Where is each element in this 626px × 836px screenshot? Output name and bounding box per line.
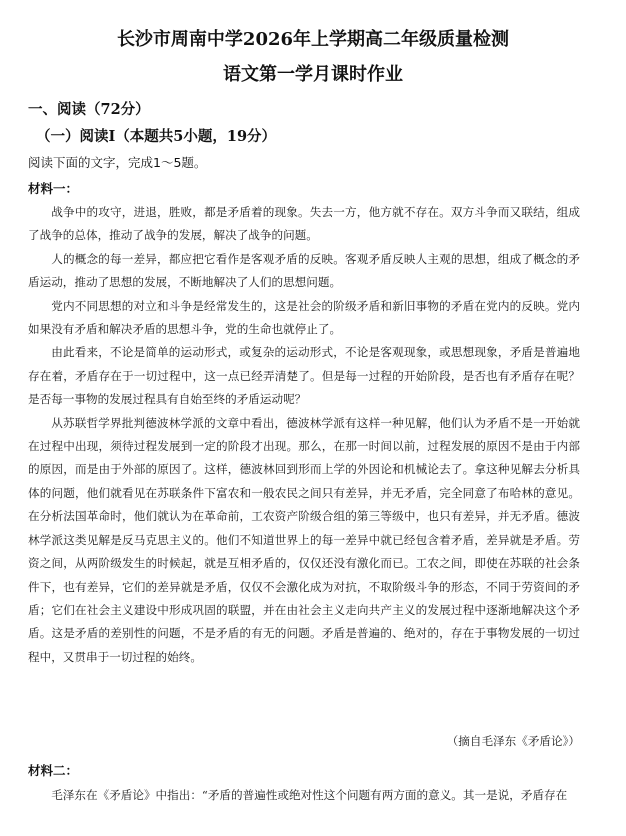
paragraph: 党内不同思想的对立和斗争是经常发生的，这是社会的阶级矛盾和新旧事物的矛盾在党内的反映。党内如果没有矛盾和解决矛盾的思想斗争，党的生命也就停止了。 <box>28 298 580 337</box>
exam-title: 长沙市周南中学2026年上学期高二年级质量检测 <box>116 29 510 50</box>
source-citation: （摘自毛泽东《矛盾论》） <box>446 734 580 748</box>
paragraph: 战争中的攻守，进退，胜败，都是矛盾着的现象。失去一方，他方就不存在。双方斗争而又联结，组成了战争的总体，推动了战争的发展，解决了战争的问题。 <box>28 205 580 243</box>
paragraph: 由此看来，不论是简单的运动形式，或复杂的运动形式，不论是客观现象，或思想现象，矛盾是普遍地存在着，矛盾存在于一切过程中，这一点已经弄清楚了。但是每一过程的开始阶段，是否也有矛盾存在呢？是否每一事物的发展过程具有自始至终的矛盾运动呢？ <box>28 345 580 407</box>
section-heading: 一、阅读（72分） <box>28 101 150 118</box>
paragraph: 人的概念的每一差异，都应把它看作是客观矛盾的反映。客观矛盾反映人主观的思想，组成了概念的矛盾运动，推动了思想的发展，不断地解决了人们的思想问题。 <box>28 251 580 290</box>
material-two-body <box>28 784 580 807</box>
material-one-label: 材料一： <box>28 181 79 196</box>
subsection-heading: （一）阅读Ⅰ（本题共5小题，19分） <box>36 128 277 145</box>
material-two-label: 材料二： <box>28 763 79 778</box>
exam-subtitle: 语文第一学月课时作业 <box>223 64 403 85</box>
paragraph: 从苏联哲学界批判德波林学派的文章中看出，德波林学派有这样一种见解，他们认为矛盾不是一开始就在过程中出现，须待过程发展到一定的阶段才出现。那么，在那一时间以前，过程发展的原因不是由于内部的原因，而是由于外部的原因了。这样，德波林回到形而上学的外因论和机械论去了。拿这种见解去分析具体的问题，他们就看见在苏联条件下富农和一般农民之间只有差异，并无矛盾，完全同意了布哈林的意见。在分析法国革命时，他们就认为在革命前，工农资产阶级合组的第三等级中，也只有差异，并无矛盾。德波林学派这类见解是反马克思主义的。他们不知道世界上的每一差异中就已经包含着矛盾，差异就是矛盾。劳资之间，从两阶级发生的时候起，就是互相矛盾的，仅仅还没有激化而已。工农之间，即使在苏联的社会条件下，也有差异，它们的差异就是矛盾，仅仅不会激化成为对抗，不取阶级斗争的形态，不同于劳资间的矛盾；它们在社会主义建设中形成巩固的联盟，并在由社会主义走向共产主义的发展过程中逐渐地解决这个矛盾。这是矛盾的差别性的问题，不是矛盾的有无的问题。矛盾是普遍的、绝对的，存在于事物发展的一切过程中，又贯串于一切过程的始终。 <box>28 415 580 664</box>
reading-instruction: 阅读下面的文字，完成1～5题。 <box>28 155 207 170</box>
paragraph: 毛泽东在《矛盾论》中指出：“矛盾的普遍性或绝对性这个问题有两方面的意义。其一是说，矛盾存在 <box>51 788 568 802</box>
material-one-body <box>28 201 580 669</box>
